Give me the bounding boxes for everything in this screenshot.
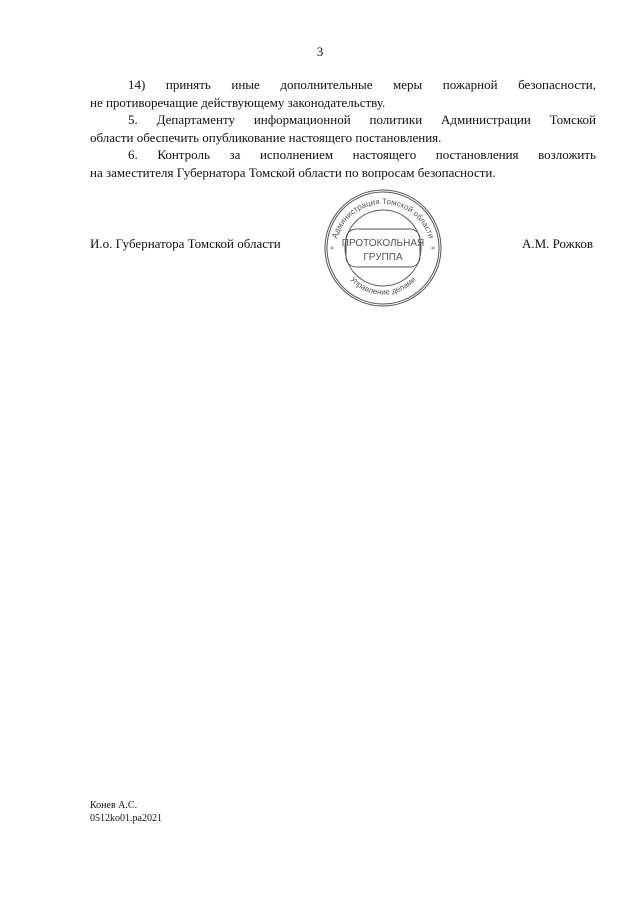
page-number: 3 xyxy=(316,44,324,59)
footer-author: Конев А.С. xyxy=(90,800,138,811)
stamp-star-right: * xyxy=(431,245,435,254)
paragraph-line: 14) принять иные дополнительные меры пожарной безопасности, xyxy=(128,77,596,92)
footer-doc-code: 0512ko01.pa2021 xyxy=(90,813,162,824)
paragraph-line: не противоречащие действующему законодательству. xyxy=(90,94,386,110)
paragraph-line: на заместителя Губернатора Томской области по вопросам безопасности. xyxy=(90,164,496,180)
paragraph-line: 6. Контроль за исполнением настоящего постановления возложить xyxy=(128,147,596,162)
stamp-center-line1: ПРОТОКОЛЬНАЯ xyxy=(341,238,425,249)
paragraph-item-5 xyxy=(90,111,596,146)
stamp-ring-text-bottom: Управление делами xyxy=(348,274,418,297)
stamp-center-line2: ГРУППА xyxy=(363,252,403,263)
protocol-group-stamp xyxy=(318,186,448,310)
paragraph-line: области обеспечить опубликование настоящего постановления. xyxy=(90,129,442,145)
paragraph-item-14 xyxy=(90,76,596,111)
stamp-star-left: * xyxy=(330,245,334,254)
signatory-name: А.М. Рожков xyxy=(521,236,593,251)
paragraph-item-6 xyxy=(90,146,596,181)
stamp-ring-text-top: Администрация Томской области xyxy=(330,196,436,240)
signatory-position: И.о. Губернатора Томской области xyxy=(90,236,281,251)
document-footer xyxy=(90,799,162,825)
paragraph-line: 5. Департаменту информационной политики Администрации Томской xyxy=(128,112,596,127)
document-body xyxy=(90,76,596,181)
